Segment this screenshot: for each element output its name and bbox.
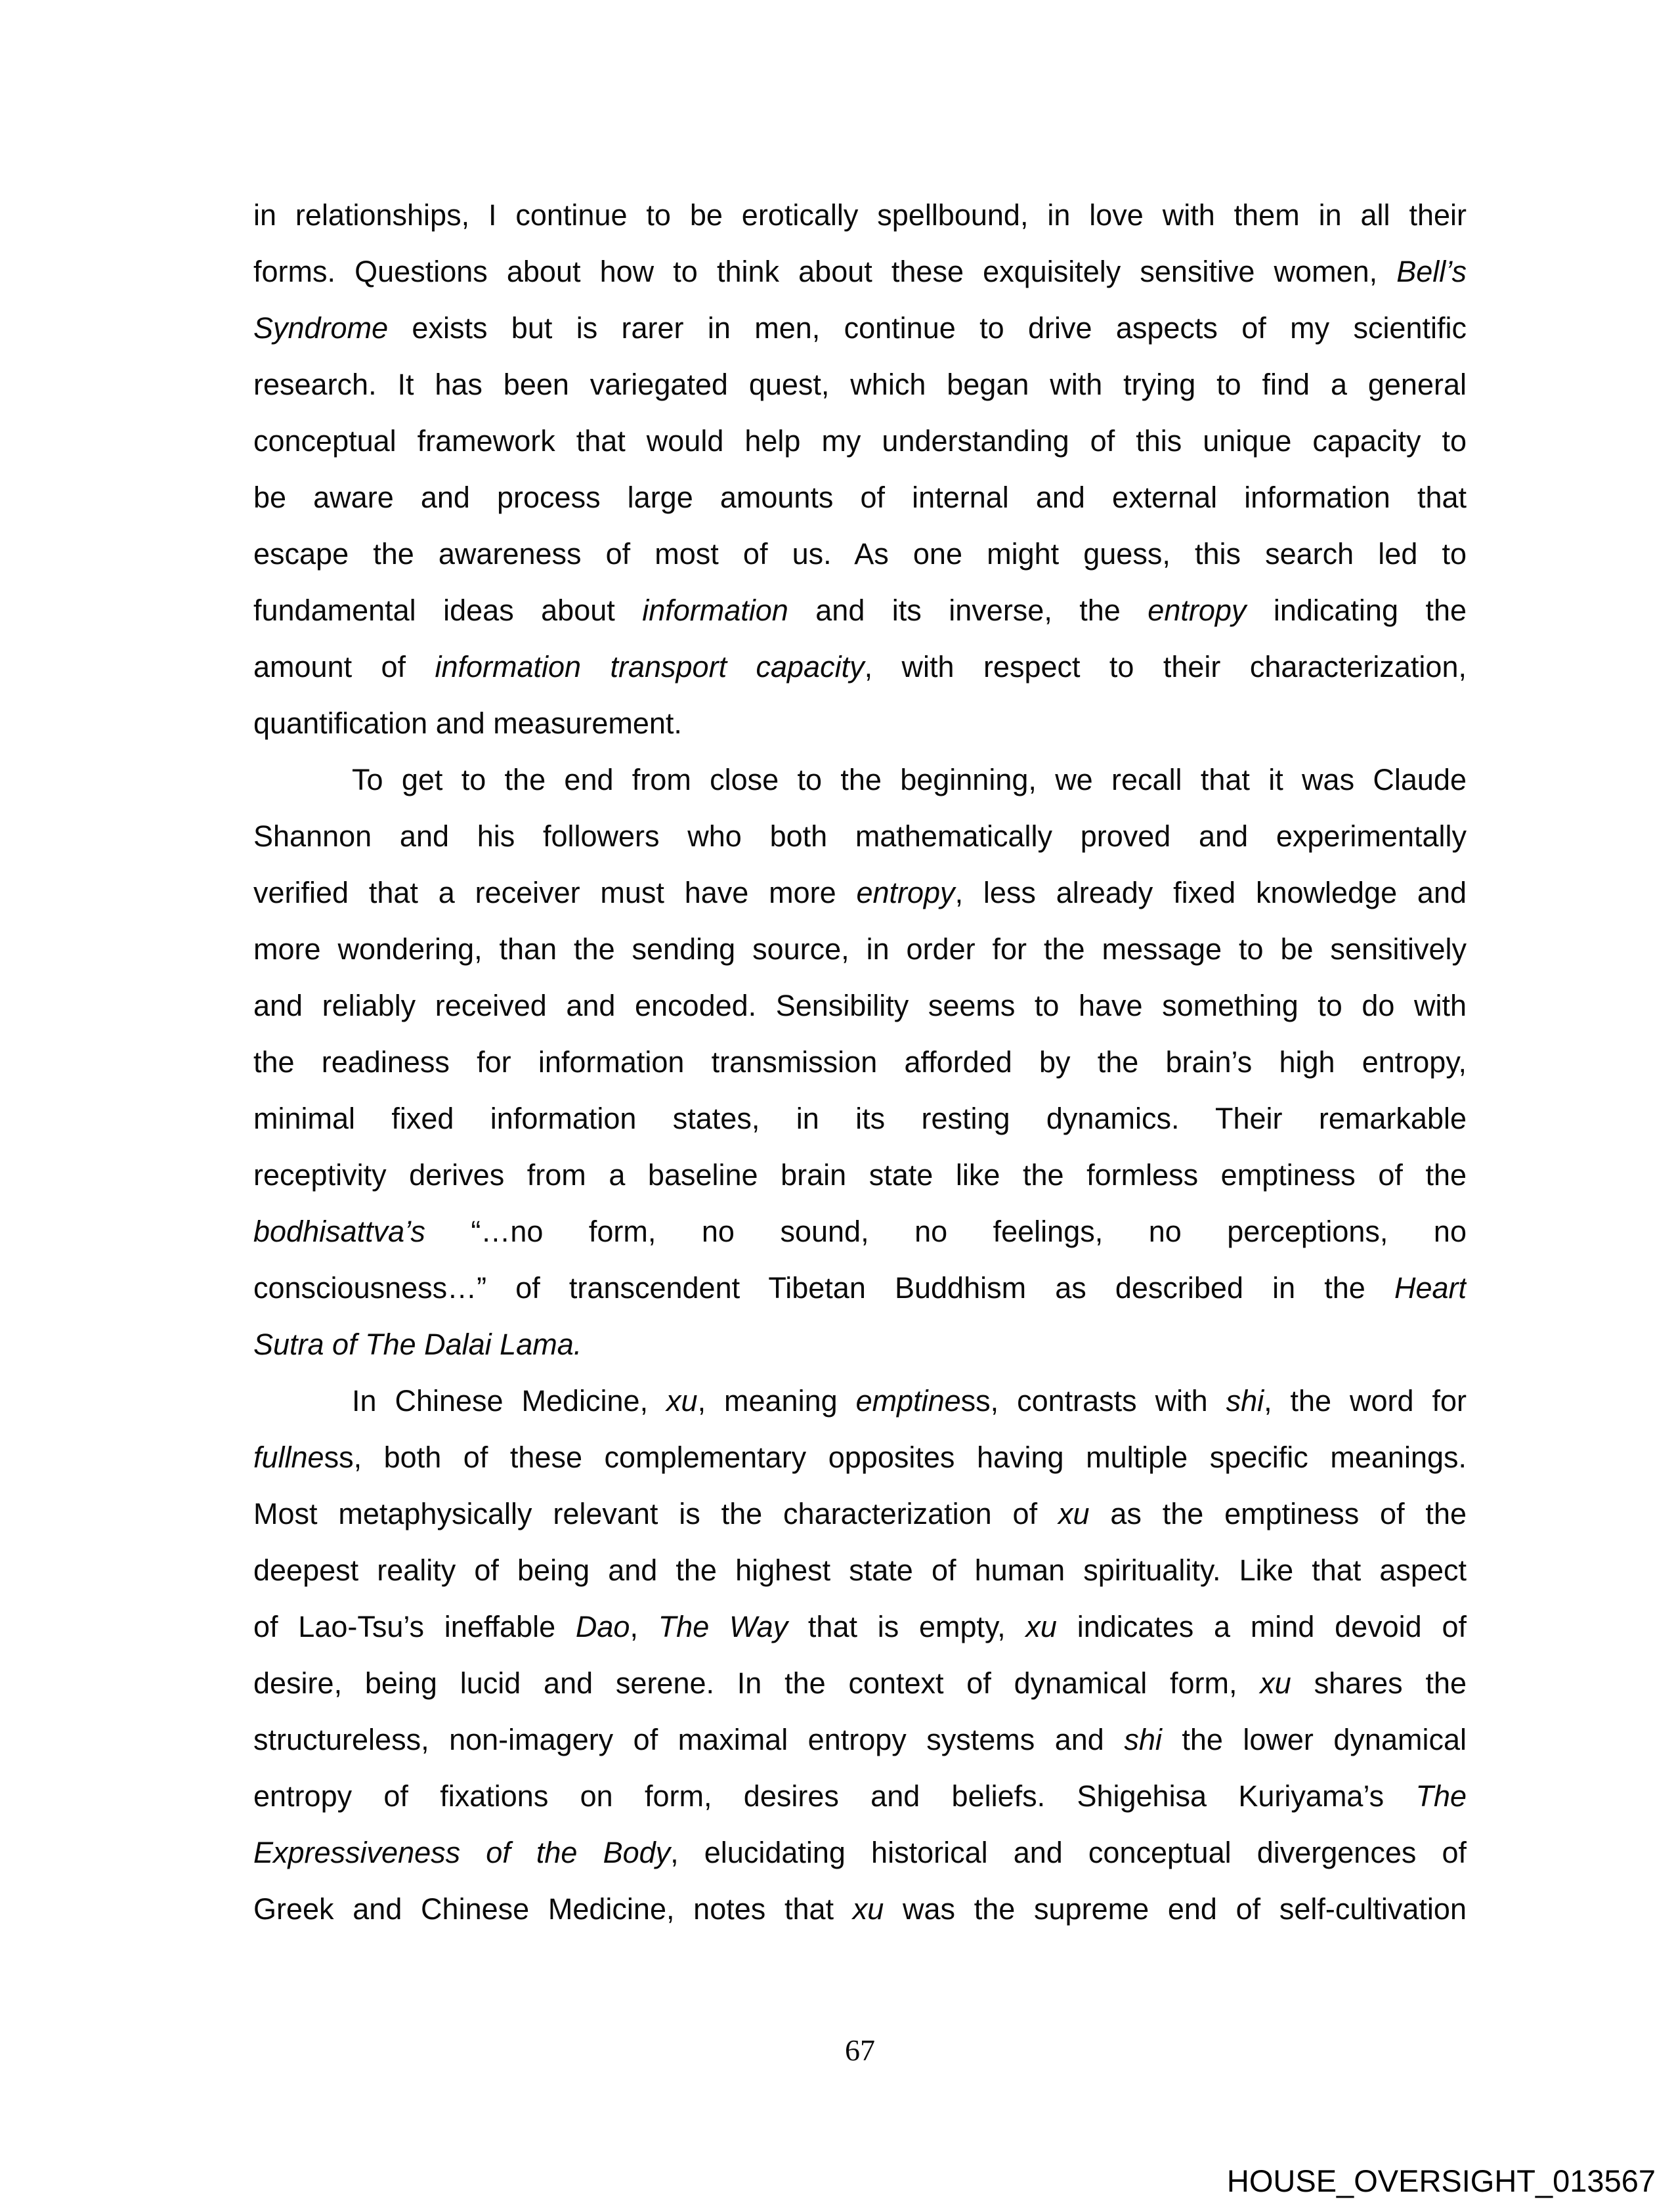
text-run: Sutra of The Dalai Lama. xyxy=(253,1328,582,1361)
text-run: minimal fixed information states, in its resting dynamics. Their remarkable xyxy=(253,1102,1467,1135)
page-number: 67 xyxy=(845,2033,875,2067)
text-line xyxy=(253,1316,1467,1373)
text-run: the lower dynamical xyxy=(1161,1723,1467,1756)
text-run: information transport capacity xyxy=(435,650,865,683)
text-run: , elucidating historical and conceptual divergences of xyxy=(670,1836,1467,1869)
text-run: forms. Questions about how to think about these exquisitely sensitive women, xyxy=(253,255,1397,288)
text-run: The xyxy=(1415,1779,1467,1813)
text-line xyxy=(253,752,1467,808)
text-line xyxy=(253,526,1467,582)
text-run: that is empty, xyxy=(788,1610,1026,1643)
text-line xyxy=(253,469,1467,526)
text-run: Dao xyxy=(575,1610,630,1643)
text-line xyxy=(253,1825,1467,1881)
text-line xyxy=(253,1655,1467,1712)
text-run: shares the xyxy=(1291,1666,1467,1700)
text-line xyxy=(253,865,1467,921)
text-run: xu xyxy=(1260,1666,1291,1700)
text-run: “…no form, no sound, no feelings, no perceptions, no xyxy=(425,1215,1467,1248)
text-run: In Chinese Medicine, xyxy=(352,1384,667,1418)
text-run: entropy xyxy=(1148,594,1247,627)
text-line xyxy=(253,1034,1467,1091)
text-run: shi xyxy=(1124,1723,1162,1756)
text-line xyxy=(253,1091,1467,1147)
text-run: indicating the xyxy=(1246,594,1467,627)
text-run: more wondering, than the sending source, in order for the message to be sensitively xyxy=(253,932,1467,966)
text-run: xu xyxy=(1058,1497,1090,1530)
text-run: Greek and Chinese Medicine, notes that xyxy=(253,1892,853,1926)
text-run: Shannon and his followers who both mathematically proved and experimentally xyxy=(253,819,1467,853)
text-run: ss, both of these complementary opposites having multiple specific meanings. xyxy=(324,1441,1467,1474)
text-run: desire, being lucid and serene. In the context of dynamical form, xyxy=(253,1666,1260,1700)
text-run: Expressiveness of the Body xyxy=(253,1836,671,1869)
text-line xyxy=(253,1768,1467,1825)
text-line xyxy=(253,1712,1467,1768)
text-run: entropy xyxy=(856,876,955,909)
text-run: , with respect to their characterization, xyxy=(864,650,1467,683)
text-run: The Way xyxy=(658,1610,788,1643)
text-run: structureless, non-imagery of maximal entropy systems and xyxy=(253,1723,1125,1756)
text-run: and reliably received and encoded. Sensibility seems to have something to do with xyxy=(253,989,1467,1022)
text-run: Most metaphysically relevant is the characterization of xyxy=(253,1497,1058,1530)
text-run: fullne xyxy=(253,1441,324,1474)
text-run: xu xyxy=(666,1384,698,1418)
text-run: consciousness…” of transcendent Tibetan Buddhism as described in the xyxy=(253,1271,1394,1305)
text-run: entropy of fixations on form, desires and beliefs. Shigehisa Kuriyama’s xyxy=(253,1779,1416,1813)
text-run: Heart xyxy=(1394,1271,1467,1305)
text-run: and its inverse, the xyxy=(788,594,1148,627)
text-line xyxy=(253,1486,1467,1542)
text-run: emptine xyxy=(855,1384,961,1418)
text-run: xu xyxy=(1025,1610,1057,1643)
text-run: amount of xyxy=(253,650,435,683)
text-run: fundamental ideas about xyxy=(253,594,643,627)
text-run: as the emptiness of the xyxy=(1089,1497,1467,1530)
text-run: quantification and measurement. xyxy=(253,706,682,740)
text-run: in relationships, I continue to be erotically spellbound, in love with them in all their xyxy=(253,198,1467,232)
text-run: exists but is rarer in men, continue to drive aspects of my scientific xyxy=(388,311,1467,345)
bates-stamp: HOUSE_OVERSIGHT_013567 xyxy=(1226,2163,1656,2198)
text-line xyxy=(253,695,1467,752)
text-run: receptivity derives from a baseline brain state like the formless emptiness of the xyxy=(253,1158,1467,1192)
text-line xyxy=(253,1881,1467,1938)
text-run: information xyxy=(642,594,788,627)
text-line xyxy=(253,1599,1467,1655)
text-line xyxy=(253,413,1467,469)
text-run: ss, contrasts with xyxy=(960,1384,1226,1418)
text-line xyxy=(253,244,1467,300)
text-line xyxy=(253,1260,1467,1316)
text-run: the readiness for information transmission afforded by the brain’s high entropy, xyxy=(253,1045,1467,1079)
text-line xyxy=(253,1373,1467,1429)
text-line xyxy=(253,1147,1467,1204)
text-line xyxy=(253,300,1467,357)
text-run: escape the awareness of most of us. As one might guess, this search led to xyxy=(253,537,1467,571)
text-line xyxy=(253,187,1467,244)
text-run: , xyxy=(630,1610,658,1643)
text-run: conceptual framework that would help my understanding of this unique capacity to xyxy=(253,424,1467,458)
text-run: was the supreme end of self-cultivation xyxy=(884,1892,1467,1926)
text-line xyxy=(253,1204,1467,1260)
text-run: research. It has been variegated quest, which began with trying to find a general xyxy=(253,368,1467,401)
text-line xyxy=(253,639,1467,695)
text-line xyxy=(253,808,1467,865)
text-line xyxy=(253,357,1467,413)
text-run: deepest reality of being and the highest state of human spirituality. Like that aspect xyxy=(253,1553,1467,1587)
text-run: Bell’s xyxy=(1396,255,1467,288)
text-run: xu xyxy=(852,1892,884,1926)
text-run: verified that a receiver must have more xyxy=(253,876,857,909)
text-run: , less already fixed knowledge and xyxy=(955,876,1467,909)
text-run: To get to the end from close to the beginning, we recall that it was Claude xyxy=(352,763,1467,796)
text-run: , the word for xyxy=(1264,1384,1467,1418)
page-text xyxy=(253,187,1467,1938)
text-run: Syndrome xyxy=(253,311,389,345)
text-line xyxy=(253,1429,1467,1486)
text-run: be aware and process large amounts of internal and external information that xyxy=(253,481,1467,514)
text-line xyxy=(253,921,1467,978)
text-line xyxy=(253,978,1467,1034)
text-line xyxy=(253,1542,1467,1599)
text-run: of Lao-Tsu’s ineffable xyxy=(253,1610,576,1643)
text-run: shi xyxy=(1226,1384,1264,1418)
text-run: indicates a mind devoid of xyxy=(1056,1610,1467,1643)
text-run: , meaning xyxy=(697,1384,856,1418)
text-run: bodhisattva’s xyxy=(253,1215,425,1248)
text-line xyxy=(253,582,1467,639)
